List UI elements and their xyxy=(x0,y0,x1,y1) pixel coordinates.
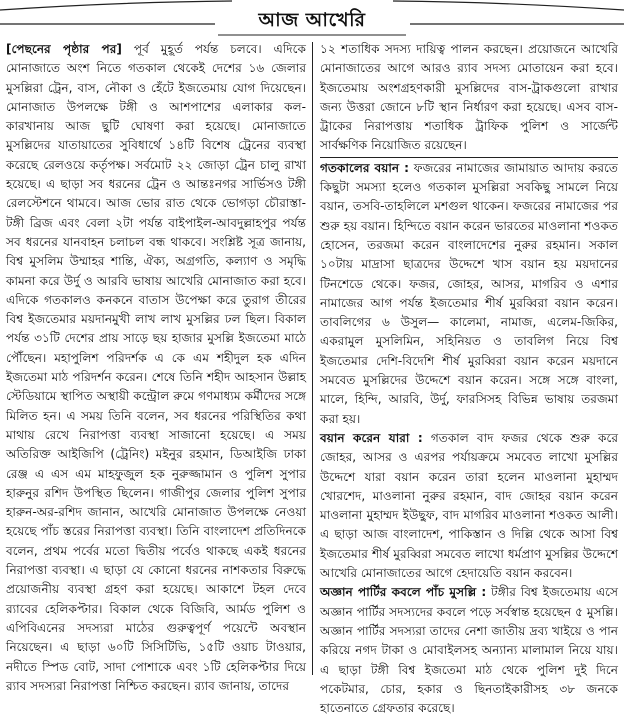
right-paragraph-2 xyxy=(320,159,618,429)
right-paragraph-1 xyxy=(320,40,618,156)
page-header xyxy=(0,0,624,36)
paragraph-text: টঙ্গীর বিশ্ব ইজতেমায় এসে অজ্ঞান পার্টির সদস্যদের কবলে পড়ে সর্বস্বান্ত হয়েছেন ৫ মুসল্লি। অজ্ঞান পার্টির সদস্যরা তাদের নেশা জাতীয় দ্রব্য খাইয়ে ও পান করিয়ে নগদ টাকা ও মোবাইলসহ অন্যান্য মালামাল নিয়ে যায়। এ ছাড়া টঙ্গী বিশ্ব ইজতেমা মাঠ থেকে পুলিশ দুই দিনে পকেটমার, চোর, হকার ও ছিনতাইকারীসহ ৩৮ জনকে হাতেনাতে গ্রেফতার করেছে। xyxy=(320,585,618,716)
section-lead-speakers: বয়ান করেন যারা : xyxy=(320,430,423,445)
paragraph-text: গতকাল বাদ ফজর থেকে শুরু করে জোহর, আসর ও এরপর পর্যায়ক্রমে সমবেত লাখো মুসল্লির উদ্দেশে যারা বয়ান করেন তারা হলেন মাওলানা মুহাম্মদ খোরশেদ, মাওলানা নুরুর রহমান, বাদ জোহর বয়ান করেন মাওলানা মুহাম্মদ ইউছুফ, বাদ মাগরিব মাওলানা শওকত আলী। এ ছাড়া আজ বাংলাদেশ, পাকিস্তান ও দিল্লি থেকে আসা বিশ্ব ইজতেমার শীর্ষ মুরব্বিরা সমবেত লাখো ধর্মপ্রাণ মুসল্লির উদ্দেশে আখেরি মোনাজাতের আগে হেদায়েতি বয়ান করবেন। xyxy=(320,430,618,581)
column-divider xyxy=(312,42,313,675)
left-column xyxy=(6,40,306,696)
page-title: আজ আখেরি xyxy=(258,9,366,31)
section-lead-unconscious-gang: অজ্ঞান পার্টির কবলে পাঁচ মুসল্লি : xyxy=(320,585,487,600)
left-paragraph-1 xyxy=(6,40,306,696)
paragraph-text: ফজরের নামাজের জামায়াত আদায় করতে কিছুটা সমস্যা হলেও গতকাল মুসল্লিরা সবকিছু সামলে নিয়ে বয়ান, তসবি-তাহলিলে মশগুল থাকেন। ফজরের নামাজের পর শুরু হয় বয়ান। হিন্দিতে বয়ান করেন ভারতের মাওলানা শওকত হোসেন, তরজমা করেন বাংলাদেশের নুরুর রহমান। সকাল ১০টায় মাদ্রাসা ছাত্রদের উদ্দেশে খাস বয়ান হয় ময়দানের টিনশেডে থেকে। ফজর, জোহর, আসর, মাগরিব ও এশার নামাজের আগ পর্যন্ত ইজতেমার শীর্ষ মুরব্বিরা বয়ান করেন। তাবলিগের ৬ উসুল— কালেমা, নামাজ, এলেম-জিকির, একরামুল মুসলিমিন, সহিনিয়ত ও তাবলিগ নিয়ে বিশ্ব ইজতেমার দেশি-বিদেশি শীর্ষ মুরব্বিরা বয়ান করেন ময়দানে সমবেত মুসল্লিদের উদ্দেশে বয়ান করেন। সঙ্গে সঙ্গে বাংলা, মালে, হিন্দি, আরবি, উর্দু, ফারসিসহ বিভিন্ন ভাষায় তরজমা করা হয়। xyxy=(320,160,618,426)
right-column xyxy=(320,40,618,718)
right-paragraph-4 xyxy=(320,583,618,718)
section-lead-speeches: গতকালের বয়ান : xyxy=(320,160,410,175)
paragraph-text: পূর্ব মুহূর্ত পর্যন্ত চলবে। এদিকে মোনাজাতে অংশ নিতে গতকাল থেকেই দেশের ১৬ জেলার মুসল্লিরা ট্রেন, বাস, নৌকা ও হেঁটে ইজতেমায় যোগ দিয়েছেন। মোনাজাত উপলক্ষে টঙ্গী ও আশপাশের এলাকার কল-কারখানায় আজ ছুটি ঘোষণা করা হয়েছে। মোনাজাতে মুসল্লিদের যাতায়াতের সুবিধার্থে ১৪টি বিশেষ ট্রেনের ব্যবস্থা করেছে রেলওয়ে কর্তৃপক্ষ। সর্বমোট ২২ জোড়া ট্রেন চালু রাখা হয়েছে। এ ছাড়া সব ধরনের ট্রেন ও আন্তঃনগর সার্ভিসও টঙ্গী রেলস্টেশনে থামবে। আজ ভোর রাত থেকে ভোগড়া চৌরাস্তা-টঙ্গী ব্রিজ এবং বেলা ২টা পর্যন্ত বাইপাইল-আবদুল্লাহপুর পর্যন্ত সব ধরনের যানবাহন চলাচল বন্ধ থাকবে। সংশ্লিষ্ট সূত্র জানায়, বিশ্ব মুসলিম উম্মাহর শান্তি, ঐক্য, অগ্রগতি, কল্যাণ ও সমৃদ্ধি কামনা করে উর্দু ও আরবি ভাষায় আখেরি মোনাজাত করা হবে। এদিকে গতকালও কনকনে বাতাস উপেক্ষা করে তুরাগ তীরের বিশ্ব ইজতেমার ময়দানমুখী লাখ লাখ মুসল্লির ঢল ছিল। বিকাল পর্যন্ত ৩১টি দেশের প্রায় সাড়ে ছয় হাজার মুসল্লি ইজতেমা মাঠে পৌঁছেন। মহাপুলিশ পরিদর্শক এ কে এম শহীদুল হক এদিন ইজতেমা মাঠ পরিদর্শন করেন। শেষে তিনি শহীদ আহসান উল্লাহ স্টেডিয়ামে স্থাপিত অস্থায়ী কন্ট্রোল রুমে গণমাধ্যম কর্মীদের সঙ্গে মিলিত হন। এ সময় তিনি বলেন, সব ধরনের পরিস্থিতির কথা মাথায় রেখে নিরাপত্তা ব্যবস্থা সাজানো হয়েছে। এ সময় অতিরিক্ত আইজিপি (ট্রেনিং) মইনুর রহমান, ডিআইজি ঢাকা রেঞ্জ এ এস এম মাহফুজুল হক নুরুজ্জামান ও পুলিশ সুপার হারুনুর রশিদ উপস্থিত ছিলেন। গাজীপুর জেলার পুলিশ সুপার হারুন-অর-রশিদ জানান, আখেরি মোনাজাত উপলক্ষে নেওয়া হয়েছে পাঁচ স্তরের নিরাপত্তা ব্যবস্থা। তিনি বাংলাদেশ প্রতিদিনকে বলেন, প্রথম পর্বের মতো দ্বিতীয় পর্বেও থাকছে একই ধরনের নিরাপত্তা ব্যবস্থা। এ ছাড়া যে কোনো ধরনের নাশকতার বিরুদ্ধে প্রয়োজনীয় ব্যবস্থা গ্রহণ করা হয়েছে। আকাশে টহল দেবে র‌্যাবের হেলিকপ্টার। বিকাল থেকে বিজিবি, আর্মড পুলিশ ও এপিবিএনের সদস্যরা মাঠের গুরুত্বপূর্ণ পয়েন্টে অবস্থান নিয়েছেন। এ ছাড়া ৬০টি সিসিটিভি, ১৫টি ওয়াচ টাওয়ার, নদীতে স্পিড বোট, সাদা পোশাকে এবং ১টি হেলিকপ্টার দিয়ে র‌্যাব সদস্যরা নিরাপত্তা নিশ্চিত করছেন। র‌্যাব জানায়, তাদের xyxy=(6,42,306,693)
paragraph-text: ১২ শতাধিক সদস্য দায়িত্ব পালন করছেন। প্রয়োজনে আখেরি মোনাজাতের আগে আরও র‌্যাব সদস্য মোতায়েন করা হবে। ইজতেমায় অংশগ্রহণকারী মুসল্লিদের বাস-ট্রাকগুলো রাখার জন্য উত্তরা জোনে ৮টি স্থান নির্ধারণ করা হয়েছে। এসব বাস-ট্রাকের নিরাপত্তায় শতাধিক ট্রাফিক পুলিশ ও সার্জেন্ট সার্বক্ষণিক নিয়োজিত রয়েছেন। xyxy=(320,42,618,153)
continuation-marker: [পেছনের পৃষ্ঠার পর] xyxy=(6,42,122,56)
right-paragraph-3 xyxy=(320,429,618,583)
section-separator xyxy=(320,157,618,158)
